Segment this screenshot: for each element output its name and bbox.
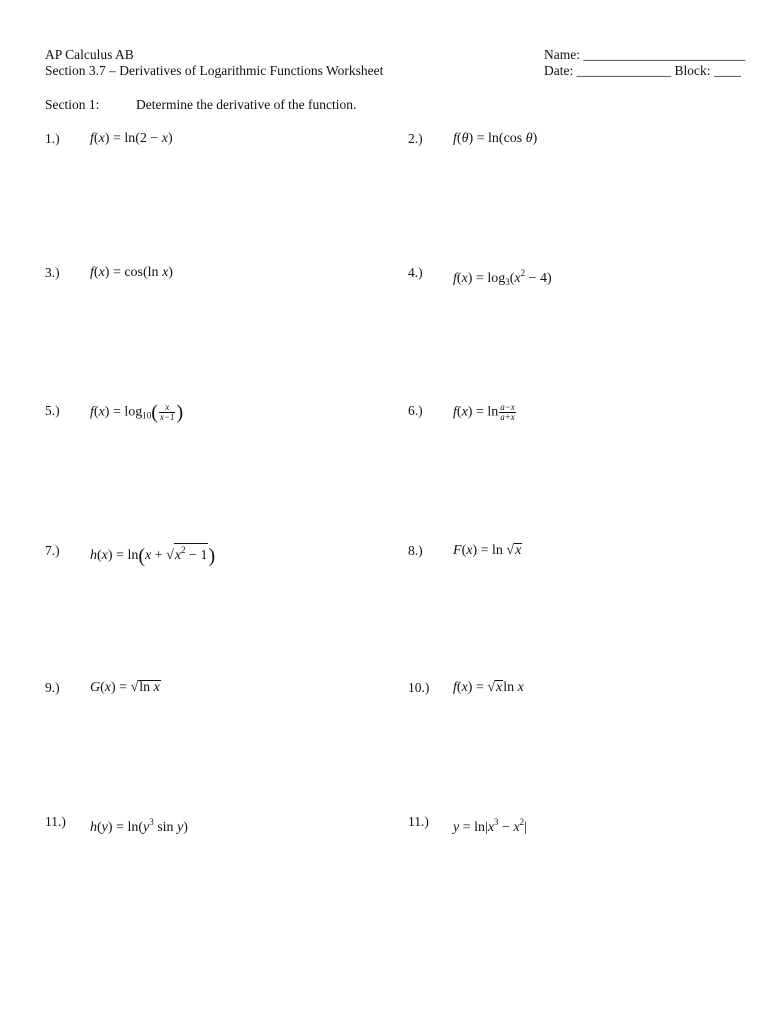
problem-number: 11.) bbox=[408, 814, 429, 829]
problem-number: 9.) bbox=[45, 680, 60, 695]
problem-number: 4.) bbox=[408, 265, 423, 280]
problem-7 bbox=[45, 543, 375, 573]
problem-expression: f(x) = √xln x bbox=[453, 680, 524, 695]
problem-number: 8.) bbox=[408, 543, 423, 558]
course-name: AP Calculus AB bbox=[45, 47, 134, 62]
problem-expression: f(x) = ln $\frac{a-x}{a+x}$ bbox=[453, 402, 515, 422]
problem-4 bbox=[408, 265, 738, 295]
problem-number: 11.) bbox=[45, 814, 66, 829]
problem-expression: f(x) = ln(2 − x) bbox=[90, 131, 173, 146]
section-heading bbox=[45, 97, 357, 113]
problem-5 bbox=[45, 403, 375, 433]
name-field-label: Name: ________________________ bbox=[544, 47, 746, 62]
problem-9 bbox=[45, 680, 375, 710]
problem-number: 3.) bbox=[45, 265, 60, 280]
problem-expression: $f(x) = \log_3(x^2 - 4)$ bbox=[453, 268, 552, 287]
problem-12 bbox=[408, 814, 738, 844]
problem-expression: $y = \ln|x^3 - x^2|$ bbox=[453, 817, 527, 835]
problem-number: 10.) bbox=[408, 680, 430, 695]
worksheet-header-right bbox=[544, 47, 745, 79]
problem-number: 2.) bbox=[408, 131, 423, 146]
problem-expression: $h(y) = \ln(y^3$ sin y) bbox=[90, 817, 188, 835]
date-block-field-label: Date: ______________ Block: ____ bbox=[544, 63, 741, 78]
problem-8 bbox=[408, 543, 738, 573]
problem-6 bbox=[408, 403, 738, 433]
problem-3 bbox=[45, 265, 375, 295]
worksheet-title: Section 3.7 – Derivatives of Logarithmic Functions Worksheet bbox=[45, 63, 384, 78]
section-instruction: Determine the derivative of the function. bbox=[136, 97, 357, 112]
problem-number: 1.) bbox=[45, 131, 60, 146]
problem-expression: f(θ) = ln(cos θ) bbox=[453, 131, 538, 146]
problem-11 bbox=[45, 814, 375, 844]
problem-2 bbox=[408, 131, 738, 161]
section-label: Section 1: bbox=[45, 97, 100, 112]
problem-number: 5.) bbox=[45, 403, 60, 418]
worksheet-header-left bbox=[45, 47, 383, 79]
problem-expression: F(x) = ln √x bbox=[453, 543, 522, 558]
problem-number: 6.) bbox=[408, 403, 423, 418]
problem-expression: f(x) = cos(ln x) bbox=[90, 265, 173, 280]
problem-expression: G(x) = √ln x bbox=[90, 680, 160, 695]
problem-10 bbox=[408, 680, 738, 710]
problem-1 bbox=[45, 131, 375, 161]
problem-number: 7.) bbox=[45, 543, 60, 558]
problem-expression: $h(x) = \ln(x + √x^2 - 1)$ bbox=[90, 545, 216, 567]
problem-expression: $f(x) = \log_{10}$( $\frac{x}{x-1}$ ) bbox=[90, 401, 184, 424]
